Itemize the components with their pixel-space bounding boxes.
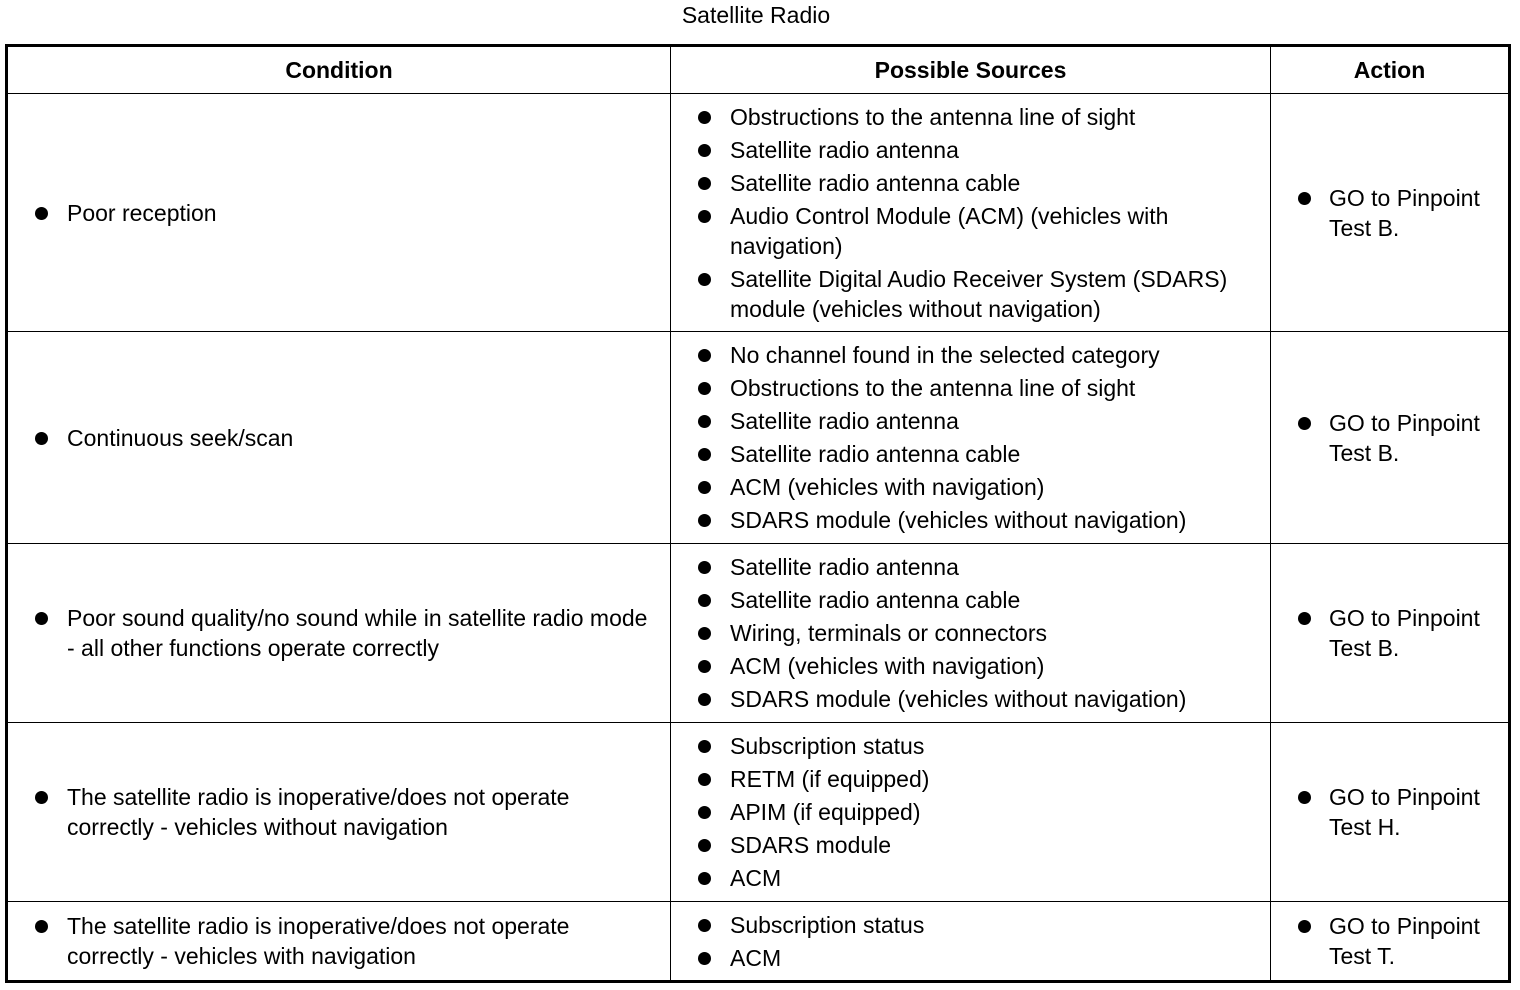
table-row <box>7 723 1510 902</box>
source-text: Satellite Digital Audio Receiver System (SDARS) module (vehicles without navigation) <box>730 265 1228 322</box>
bullet-icon <box>698 177 711 190</box>
list-item <box>698 618 1250 648</box>
list-item <box>698 731 1250 761</box>
bullet-icon <box>698 773 711 786</box>
condition-cell <box>7 332 671 544</box>
list-item <box>1298 603 1500 663</box>
list-item <box>1298 408 1500 468</box>
action-text: GO to Pinpoint Test B. <box>1329 409 1480 466</box>
header-condition: Condition <box>7 46 671 94</box>
bullet-icon <box>698 660 711 673</box>
sources-cell <box>671 332 1271 544</box>
table-row <box>7 332 1510 544</box>
list-item <box>698 168 1250 198</box>
condition-cell <box>7 902 671 982</box>
source-text: Satellite radio antenna <box>730 136 959 163</box>
bullet-icon <box>35 791 48 804</box>
source-text: SDARS module <box>730 832 892 858</box>
source-text: Obstructions to the antenna line of sight <box>730 103 1136 130</box>
table-header-row <box>7 46 1510 94</box>
bullet-icon <box>698 514 711 527</box>
list-item <box>698 201 1250 261</box>
source-text: Satellite radio antenna <box>730 554 959 580</box>
header-action: Action <box>1271 46 1510 94</box>
list-item <box>698 943 1250 973</box>
action-cell <box>1271 902 1510 982</box>
list-item <box>698 135 1250 165</box>
condition-text: Poor sound quality/no sound while in satellite radio mode - all other functions operate correctly <box>67 605 648 661</box>
condition-cell <box>7 94 671 332</box>
source-text: Wiring, terminals or connectors <box>730 620 1047 646</box>
bullet-icon <box>698 273 711 286</box>
source-text: Satellite radio antenna cable <box>730 441 1021 467</box>
source-text: ACM <box>730 944 782 971</box>
list-item <box>698 684 1250 714</box>
bullet-icon <box>698 952 711 965</box>
condition-cell <box>7 544 671 723</box>
list-item <box>698 764 1250 794</box>
condition-text: The satellite radio is inoperative/does not operate correctly - vehicles with navigation <box>67 913 570 969</box>
bullet-icon <box>698 210 711 223</box>
bullet-icon <box>698 594 711 607</box>
bullet-icon <box>1298 192 1311 205</box>
list-item <box>698 373 1250 403</box>
source-text: SDARS module (vehicles without navigation) <box>730 686 1187 712</box>
action-cell <box>1271 332 1510 544</box>
bullet-icon <box>1298 920 1311 933</box>
bullet-icon <box>35 920 48 933</box>
bullet-icon <box>698 806 711 819</box>
source-text: Subscription status <box>730 911 925 938</box>
list-item <box>698 797 1250 827</box>
source-text: SDARS module (vehicles without navigation) <box>730 507 1187 533</box>
condition-text: The satellite radio is inoperative/does not operate correctly - vehicles without navigation <box>67 784 570 840</box>
list-item <box>698 552 1250 582</box>
bullet-icon <box>698 839 711 852</box>
bullet-icon <box>698 448 711 461</box>
action-text: GO to Pinpoint Test T. <box>1329 913 1480 969</box>
list-item <box>35 603 650 663</box>
bullet-icon <box>698 561 711 574</box>
source-text: Audio Control Module (ACM) (vehicles with navigation) <box>730 202 1169 259</box>
header-possible-sources: Possible Sources <box>671 46 1271 94</box>
source-text: RETM (if equipped) <box>730 766 930 792</box>
list-item <box>698 264 1250 324</box>
source-text: Subscription status <box>730 733 925 759</box>
source-text: Satellite radio antenna cable <box>730 587 1021 613</box>
bullet-icon <box>1298 612 1311 625</box>
bullet-icon <box>698 872 711 885</box>
bullet-icon <box>698 144 711 157</box>
table-row <box>7 902 1510 982</box>
action-text: GO to Pinpoint Test H. <box>1329 784 1480 840</box>
bullet-icon <box>698 349 711 362</box>
bullet-icon <box>35 207 48 220</box>
list-item <box>35 198 650 228</box>
table-row <box>7 544 1510 723</box>
action-cell <box>1271 94 1510 332</box>
source-text: ACM (vehicles with navigation) <box>730 474 1045 500</box>
list-item <box>698 830 1250 860</box>
action-text: GO to Pinpoint Test B. <box>1329 184 1480 241</box>
source-text: ACM (vehicles with navigation) <box>730 653 1045 679</box>
bullet-icon <box>1298 791 1311 804</box>
list-item <box>698 863 1250 893</box>
list-item <box>35 911 650 971</box>
source-text: Satellite radio antenna cable <box>730 169 1021 196</box>
source-text: APIM (if equipped) <box>730 799 921 825</box>
sources-cell <box>671 544 1271 723</box>
bullet-icon <box>698 481 711 494</box>
document-title: Satellite Radio <box>681 2 831 28</box>
list-item <box>698 102 1250 132</box>
list-item <box>1298 183 1500 243</box>
source-text: Obstructions to the antenna line of sight <box>730 375 1136 401</box>
action-cell <box>1271 723 1510 902</box>
list-item <box>35 423 650 453</box>
sources-cell <box>671 902 1271 982</box>
bullet-icon <box>35 612 48 625</box>
list-item <box>698 910 1250 940</box>
list-item <box>698 585 1250 615</box>
bullet-icon <box>698 111 711 124</box>
list-item <box>698 439 1250 469</box>
list-item <box>698 505 1250 535</box>
bullet-icon <box>35 432 48 445</box>
list-item <box>698 406 1250 436</box>
sources-cell <box>671 94 1271 332</box>
bullet-icon <box>698 382 711 395</box>
condition-text: Poor reception <box>67 199 217 226</box>
condition-text: Continuous seek/scan <box>67 424 294 451</box>
bullet-icon <box>698 919 711 932</box>
bullet-icon <box>698 415 711 428</box>
source-text: No channel found in the selected category <box>730 342 1160 368</box>
source-text: ACM <box>730 865 782 891</box>
bullet-icon <box>698 693 711 706</box>
sources-cell <box>671 723 1271 902</box>
list-item <box>698 472 1250 502</box>
table-row <box>7 94 1510 332</box>
bullet-icon <box>1298 417 1311 430</box>
list-item <box>35 782 650 842</box>
list-item <box>1298 782 1500 842</box>
condition-cell <box>7 723 671 902</box>
source-text: Satellite radio antenna <box>730 408 959 434</box>
list-item <box>698 340 1250 370</box>
action-text: GO to Pinpoint Test B. <box>1329 605 1480 661</box>
list-item <box>698 651 1250 681</box>
bullet-icon <box>698 740 711 753</box>
list-item <box>1298 911 1500 971</box>
diagnostic-table <box>5 44 1511 983</box>
action-cell <box>1271 544 1510 723</box>
bullet-icon <box>698 627 711 640</box>
